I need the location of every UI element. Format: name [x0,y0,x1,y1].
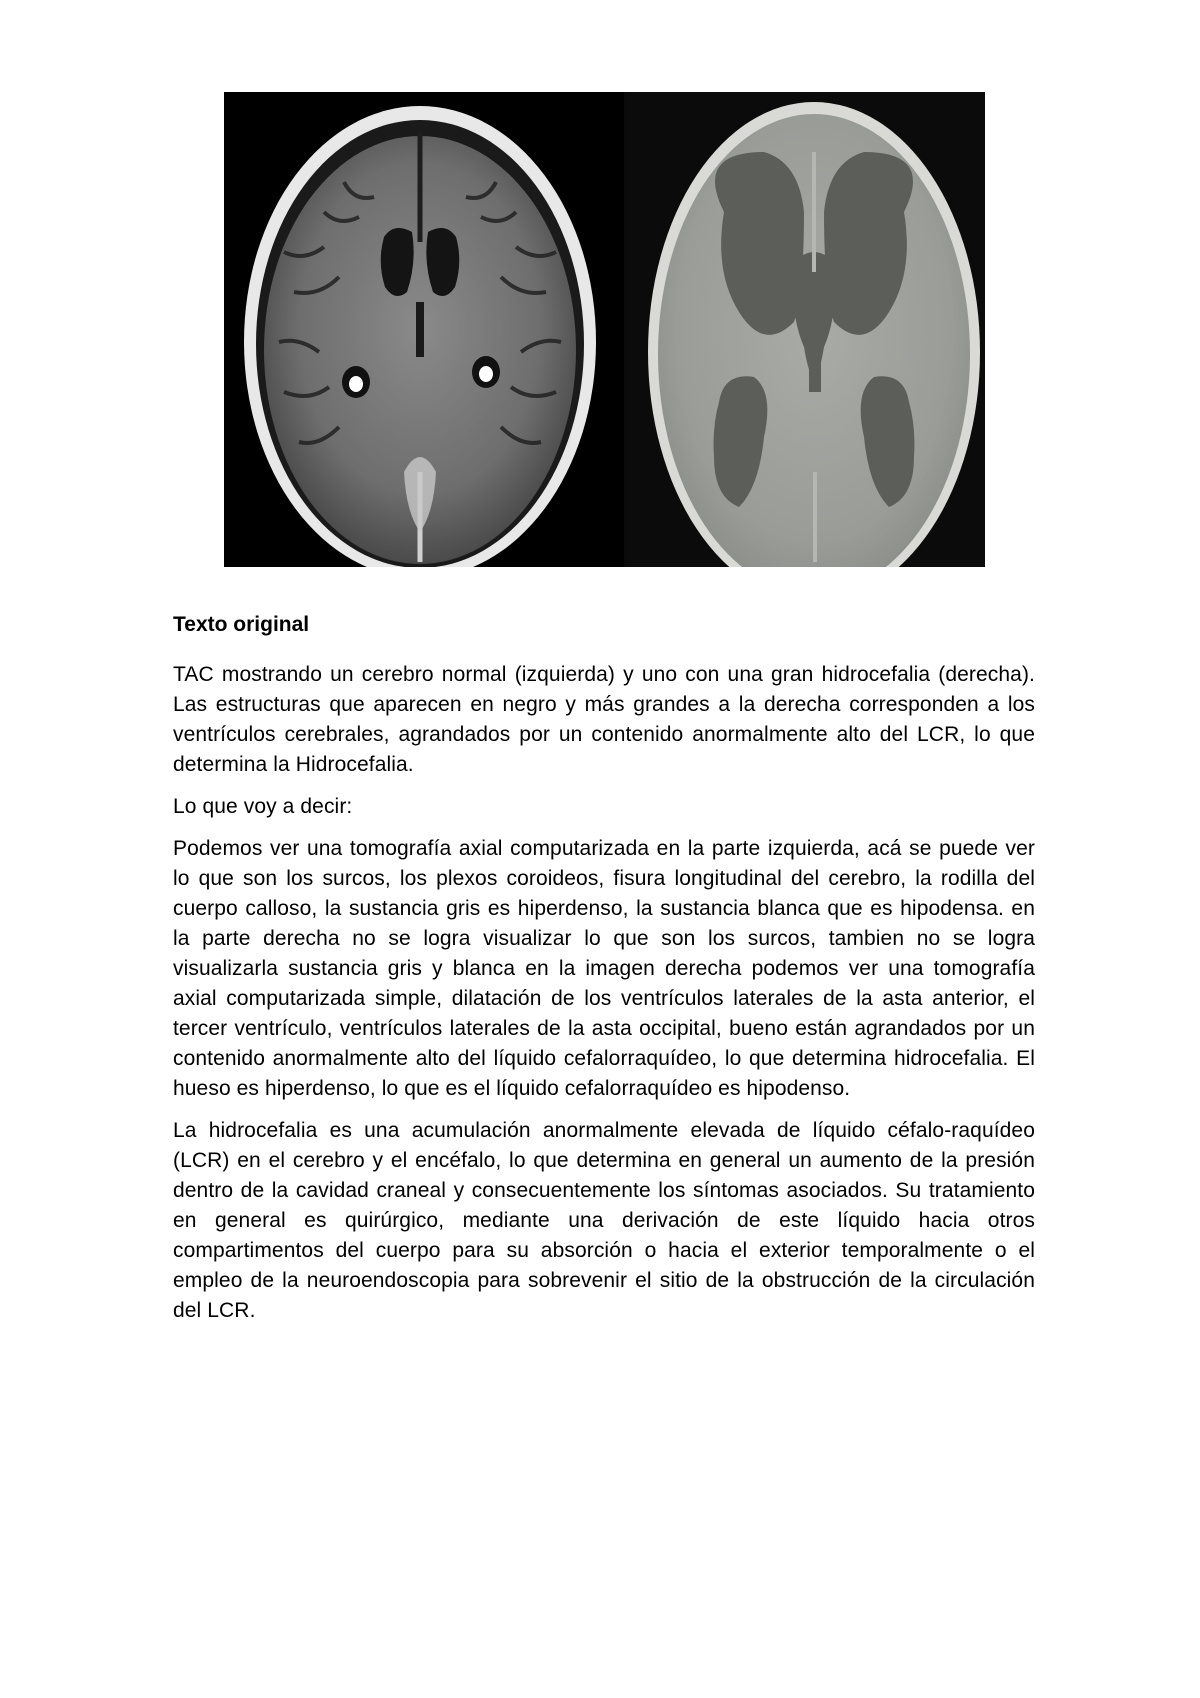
intro-paragraph: Lo que voy a decir: [173,795,353,818]
section-heading: Texto original [173,613,310,636]
hydrocephalus-scan [628,92,985,567]
caption-paragraph: TAC mostrando un cerebro normal (izquierda) y uno con una gran hidrocefalia (derecha). Las estructuras que aparecen en negro y más grandes a la derecha corresponden a los ventrículos cerebrales, agrandados por un contenido anormalmente alto del LCR, lo que determina la Hidrocefalia. [173,663,1035,776]
normal-brain-scan [224,92,624,567]
ct-scan-figure [224,92,985,567]
document-text [173,610,1035,1338]
definition-paragraph: La hidrocefalia es una acumulación anormalmente elevada de líquido céfalo-raquídeo (LCR) en el cerebro y el encéfalo, lo que determina en general un aumento de la presión dentro de la cavidad craneal y consecuentemente los síntomas asociados. Su tratamiento en general es quirúrgico, mediante una derivación de este líquido hacia otros compartimentos del cuerpo para su absorción o hacia el exterior temporalmente o el empleo de la neuroendoscopia para sobrevenir el sitio de la obstrucción de la circulación del LCR. [173,1119,1035,1322]
description-paragraph: Podemos ver una tomografía axial computarizada en la parte izquierda, acá se puede ver lo que son los surcos, los plexos coroideos, fisura longitudinal del cerebro, la rodilla del cuerpo calloso, la sustancia gris es hiperdenso, la sustancia blanca que es hipodensa. en la parte derecha no se logra visualizar lo que son los surcos, tambien no se logra visualizarla sustancia gris y blanca en la imagen derecha podemos ver una tomografía axial computarizada simple, dilatación de los ventrículos laterales de la asta anterior, el tercer ventrículo, ventrículos laterales de la asta occipital, bueno están agrandados por un contenido anormalmente alto del líquido cefalorraquídeo, lo que determina hidrocefalia. El hueso es hiperdenso, lo que es el líquido cefalorraquídeo es hipodenso. [173,837,1035,1100]
